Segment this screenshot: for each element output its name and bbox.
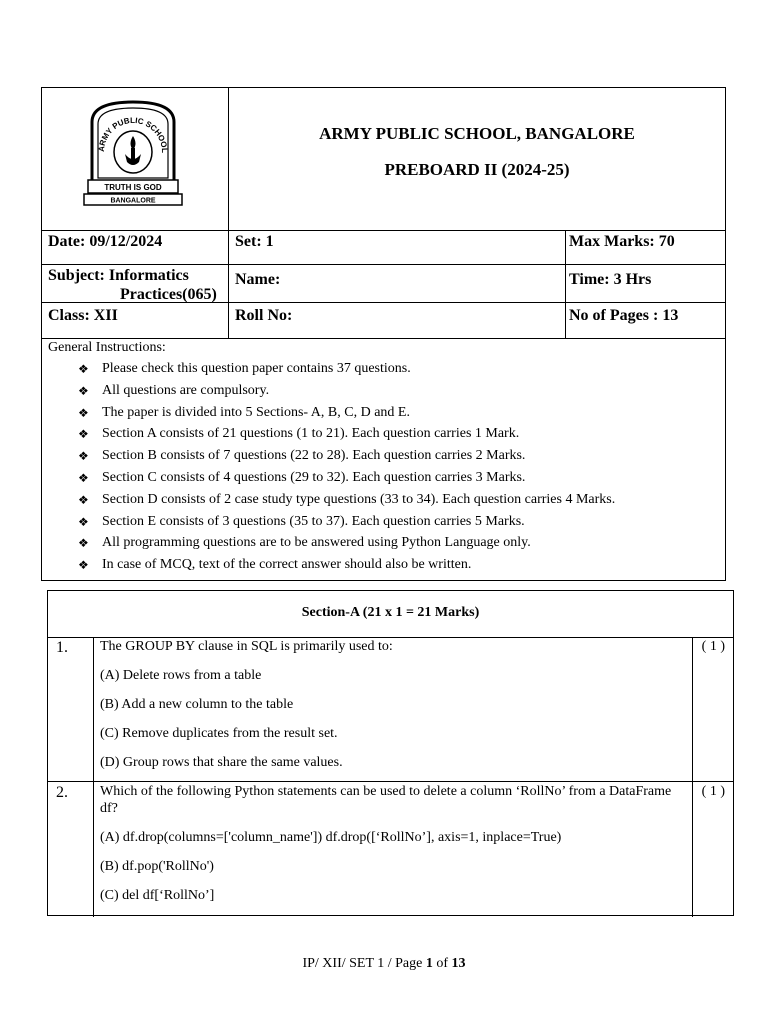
option: (A) Delete rows from a table [100, 668, 262, 683]
section-vdivider-2 [692, 637, 693, 917]
diamond-bullet-icon: ❖ [78, 405, 89, 420]
diamond-bullet-icon: ❖ [78, 558, 89, 573]
logo-motto: TRUTH IS GOD [104, 183, 162, 192]
school-logo [82, 100, 184, 206]
option: (C) del df[‘RollNo’] [100, 888, 215, 903]
date-field: Date: 09/12/2024 [48, 233, 163, 250]
option: (B) Add a new column to the table [100, 697, 294, 712]
page-footer [0, 956, 768, 972]
class-field: Class: XII [48, 307, 118, 324]
footer-of: of [432, 956, 452, 971]
instruction-item: ❖ Section C consists of 4 questions (29 to 32). Each question carries 3 Marks. [48, 468, 719, 490]
pages-field: No of Pages : 13 [569, 307, 679, 324]
subject-field-line1: Subject: Informatics [48, 267, 189, 284]
header-table [41, 87, 726, 581]
instruction-item: ❖ Section E consists of 3 questions (35 to 37). Each question carries 5 Marks. [48, 512, 719, 534]
question-marks: ( 1 ) [701, 784, 725, 799]
question-text: The GROUP BY clause in SQL is primarily used to: [100, 639, 393, 654]
option: (A) df.drop(columns=['column_name']) df.drop([‘RollNo’], axis=1, inplace=True) [100, 830, 562, 845]
question-1 [100, 638, 690, 783]
general-instructions [48, 339, 719, 577]
question-marks: ( 1 ) [701, 639, 725, 654]
question-text: Which of the following Python statements can be used to delete a column ‘RollNo’ from a DataFrame df? [100, 784, 672, 816]
set-field: Set: 1 [235, 233, 274, 250]
diamond-bullet-icon: ❖ [78, 492, 89, 507]
school-name: ARMY PUBLIC SCHOOL, BANGALORE [319, 124, 635, 143]
instruction-item: ❖ All questions are compulsory. [48, 381, 719, 403]
max-marks-field: Max Marks: 70 [569, 233, 675, 250]
section-a-table [47, 590, 734, 916]
header-vdivider-2 [565, 230, 566, 339]
subject-field-line2: Practices(065) [120, 286, 217, 303]
instruction-item: ❖ Section D consists of 2 case study type questions (33 to 34). Each question carries 4 Marks. [48, 490, 719, 512]
instruction-item: ❖ In case of MCQ, text of the correct answer should also be written. [48, 555, 719, 577]
instruction-item: ❖ All programming questions are to be answered using Python Language only. [48, 533, 719, 555]
instructions-title: General Instructions: [48, 340, 166, 355]
instruction-item: ❖ Section A consists of 21 questions (1 to 21). Each question carries 1 Mark. [48, 424, 719, 446]
option: (D) Group rows that share the same values. [100, 755, 343, 770]
footer-prefix: IP/ XII/ SET 1 / Page [302, 956, 426, 971]
diamond-bullet-icon: ❖ [78, 383, 89, 398]
option: (C) Remove duplicates from the result set. [100, 726, 338, 741]
section-vdivider-1 [93, 637, 94, 917]
diamond-bullet-icon: ❖ [78, 449, 89, 464]
exam-title: PREBOARD II (2024-25) [384, 160, 570, 179]
name-field: Name: [235, 271, 281, 288]
instruction-item: ❖ Section B consists of 7 questions (22 to 28). Each question carries 2 Marks. [48, 446, 719, 468]
diamond-bullet-icon: ❖ [78, 427, 89, 442]
footer-page-number: 1 [425, 956, 433, 971]
logo-city: BANGALORE [110, 197, 156, 205]
instruction-item: ❖ The paper is divided into 5 Sections- A, B, C, D and E. [48, 403, 719, 425]
question-number: 1. [56, 639, 68, 656]
roll-field: Roll No: [235, 307, 293, 324]
footer-total-pages: 13 [451, 956, 466, 971]
section-a-title: Section-A (21 x 1 = 21 Marks) [301, 605, 480, 620]
diamond-bullet-icon: ❖ [78, 514, 89, 529]
instructions-list [48, 359, 719, 577]
diamond-bullet-icon: ❖ [78, 536, 89, 551]
option: (B) df.pop('RollNo') [100, 859, 214, 874]
logo-arc-text: ARMY PUBLIC SCHOOL [96, 115, 170, 154]
instruction-item: ❖ Please check this question paper contains 37 questions. [48, 359, 719, 381]
question-2 [100, 783, 690, 916]
diamond-bullet-icon: ❖ [78, 470, 89, 485]
time-field: Time: 3 Hrs [569, 271, 652, 288]
header-hdivider-1 [42, 230, 725, 231]
question-number: 2. [56, 784, 68, 801]
header-hdivider-2 [42, 264, 725, 265]
diamond-bullet-icon: ❖ [78, 362, 89, 376]
